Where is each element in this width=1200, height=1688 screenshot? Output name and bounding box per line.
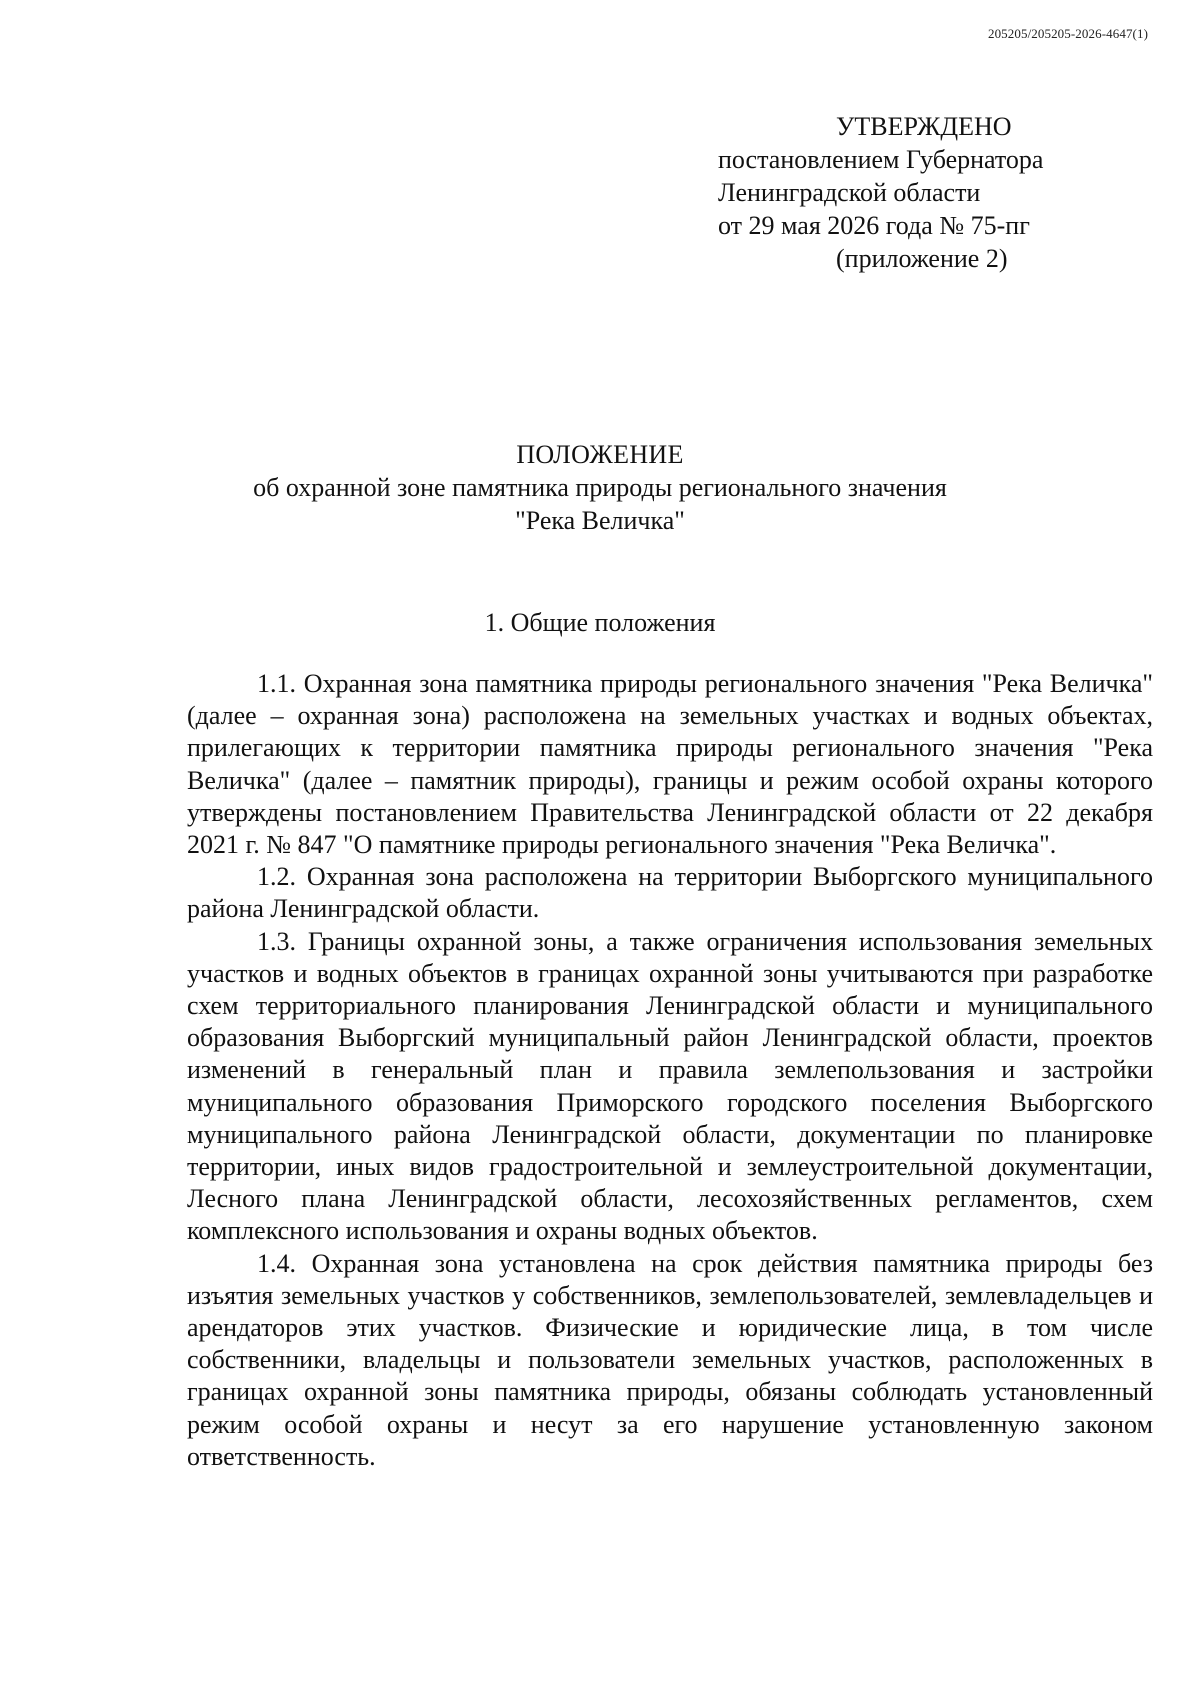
approval-appendix: (приложение 2) bbox=[836, 244, 1008, 273]
approval-line-date: от 29 мая 2026 года № 75-пг bbox=[718, 211, 1030, 240]
approval-title: УТВЕРЖДЕНО bbox=[836, 112, 1012, 141]
approval-line-decree: постановлением Губернатора bbox=[718, 145, 1044, 174]
paragraph-1-3: 1.3. Границы охранной зоны, а также ограничения использования земельных участков и водных объектов в границах охранной зоны учитываются при разработке схем территориального планирования Ленинградской области и муниципального образования Выборгский муниципальный район Ленинградской области, проектов изменений в генеральный план и правила землепользования и застройки муниципального образования Приморского городского поселения Выборгского муниципального района Ленинградской области, документации по планировке территории, иных видов градостроительной и землеустроительной документации, Лесного плана Ленинградской области, лесохозяйственных регламентов, схем комплексного использования и охраны водных объектов. bbox=[187, 926, 1153, 1246]
approval-stamp-block bbox=[718, 110, 1158, 275]
document-registration-number: 205205/205205-2026-4647(1) bbox=[987, 26, 1148, 41]
approval-line-region: Ленинградской области bbox=[718, 178, 981, 207]
section-body bbox=[187, 668, 1153, 1473]
paragraph-1-4: 1.4. Охранная зона установлена на срок действия памятника природы без изъятия земельных участков у собственников, землепользователей, землевладельцев и арендаторов этих участков. Физические и юридические лица, в том числе собственники, владельцы и пользователи земельных участков, расположенных в границах охранной зоны памятника природы, обязаны соблюдать установленный режим особой охраны и несут за его нарушение установленную законом ответственность. bbox=[187, 1248, 1153, 1471]
document-title-block bbox=[0, 438, 1200, 537]
document-subtitle-line-2: "Река Величка" bbox=[515, 506, 685, 535]
paragraph-1-2: 1.2. Охранная зона расположена на территории Выборгского муниципального района Ленинградской области. bbox=[187, 862, 1153, 924]
section-heading: 1. Общие положения bbox=[484, 608, 716, 637]
document-subtitle-line-1: об охранной зоне памятника природы регионального значения bbox=[253, 473, 947, 502]
paragraph-1-1: 1.1. Охранная зона памятника природы регионального значения "Река Величка" (далее – охранная зона) расположена на земельных участках и водных объектах, прилегающих к территории памятника природы регионального значения "Река Величка" (далее – памятник природы), границы и режим особой охраны которого утверждены постановлением Правительства Ленинградской области от 22 декабря 2021 г. № 847 "О памятнике природы регионального значения "Река Величка". bbox=[187, 669, 1153, 860]
document-title: ПОЛОЖЕНИЕ bbox=[516, 440, 684, 469]
